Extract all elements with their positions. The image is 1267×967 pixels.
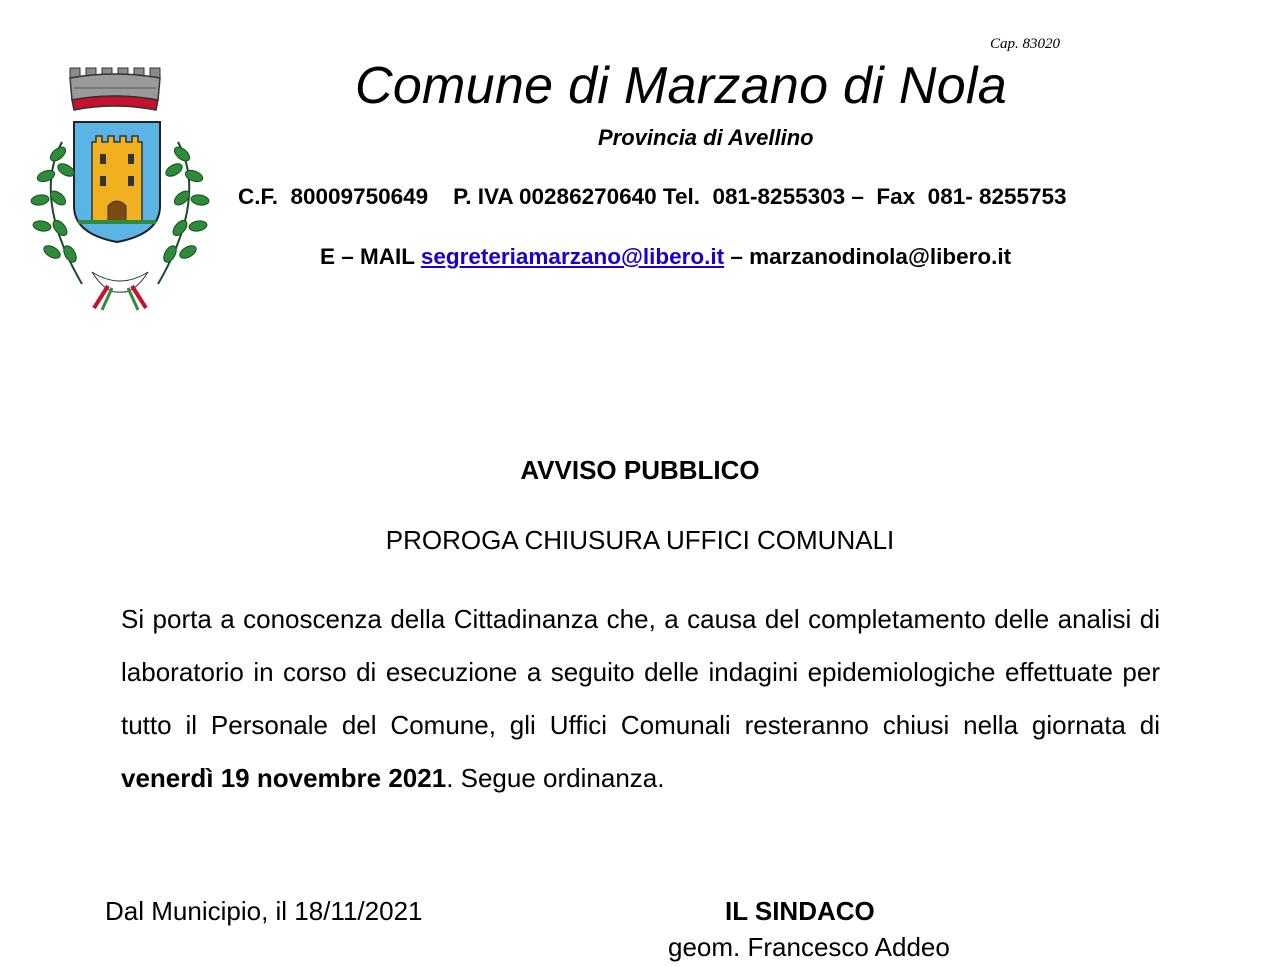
email-link[interactable]: segreteriamarzano@libero.it (420, 244, 725, 269)
shield-icon (74, 122, 160, 242)
signatory-role: IL SINDACO (725, 896, 875, 926)
notice-body-text: Si porta a conoscenza della Cittadinanza che, a causa del completamento delle analisi di laboratorio in corso di esecuzione a seguito delle indagini epidemiologiche effettuate per tutto il Personale del Comune, gli Uffici Comunali resteranno chiusi nella giornata di (121, 604, 1160, 740)
municipality-title: Comune di Marzano di Nola (354, 57, 1008, 115)
place-date: Dal Municipio, il 18/11/2021 (105, 896, 423, 926)
notice-body-end: . Segue ordinanza. (446, 763, 665, 793)
email-suffix: – marzanodinola@libero.it (724, 244, 1012, 269)
province-label: Provincia di Avellino (598, 125, 814, 150)
notice-heading: AVVISO PUBBLICO (520, 455, 760, 485)
notice-body (121, 593, 1160, 805)
closure-date: venerdì 19 novembre 2021 (121, 763, 447, 793)
fiscal-contact-line: C.F. 80009750649 P. IVA 00286270640 Tel. 081-8255303 – Fax 081- 8255753 (238, 184, 1067, 209)
signatory-name: geom. Francesco Addeo (668, 932, 950, 962)
email-line (320, 244, 1011, 270)
postal-code: Cap. 83020 (990, 36, 1061, 52)
ribbon-icon (92, 272, 148, 310)
notice-subheading: PROROGA CHIUSURA UFFICI COMUNALI (385, 525, 895, 555)
email-prefix: E – MAIL (320, 244, 421, 269)
